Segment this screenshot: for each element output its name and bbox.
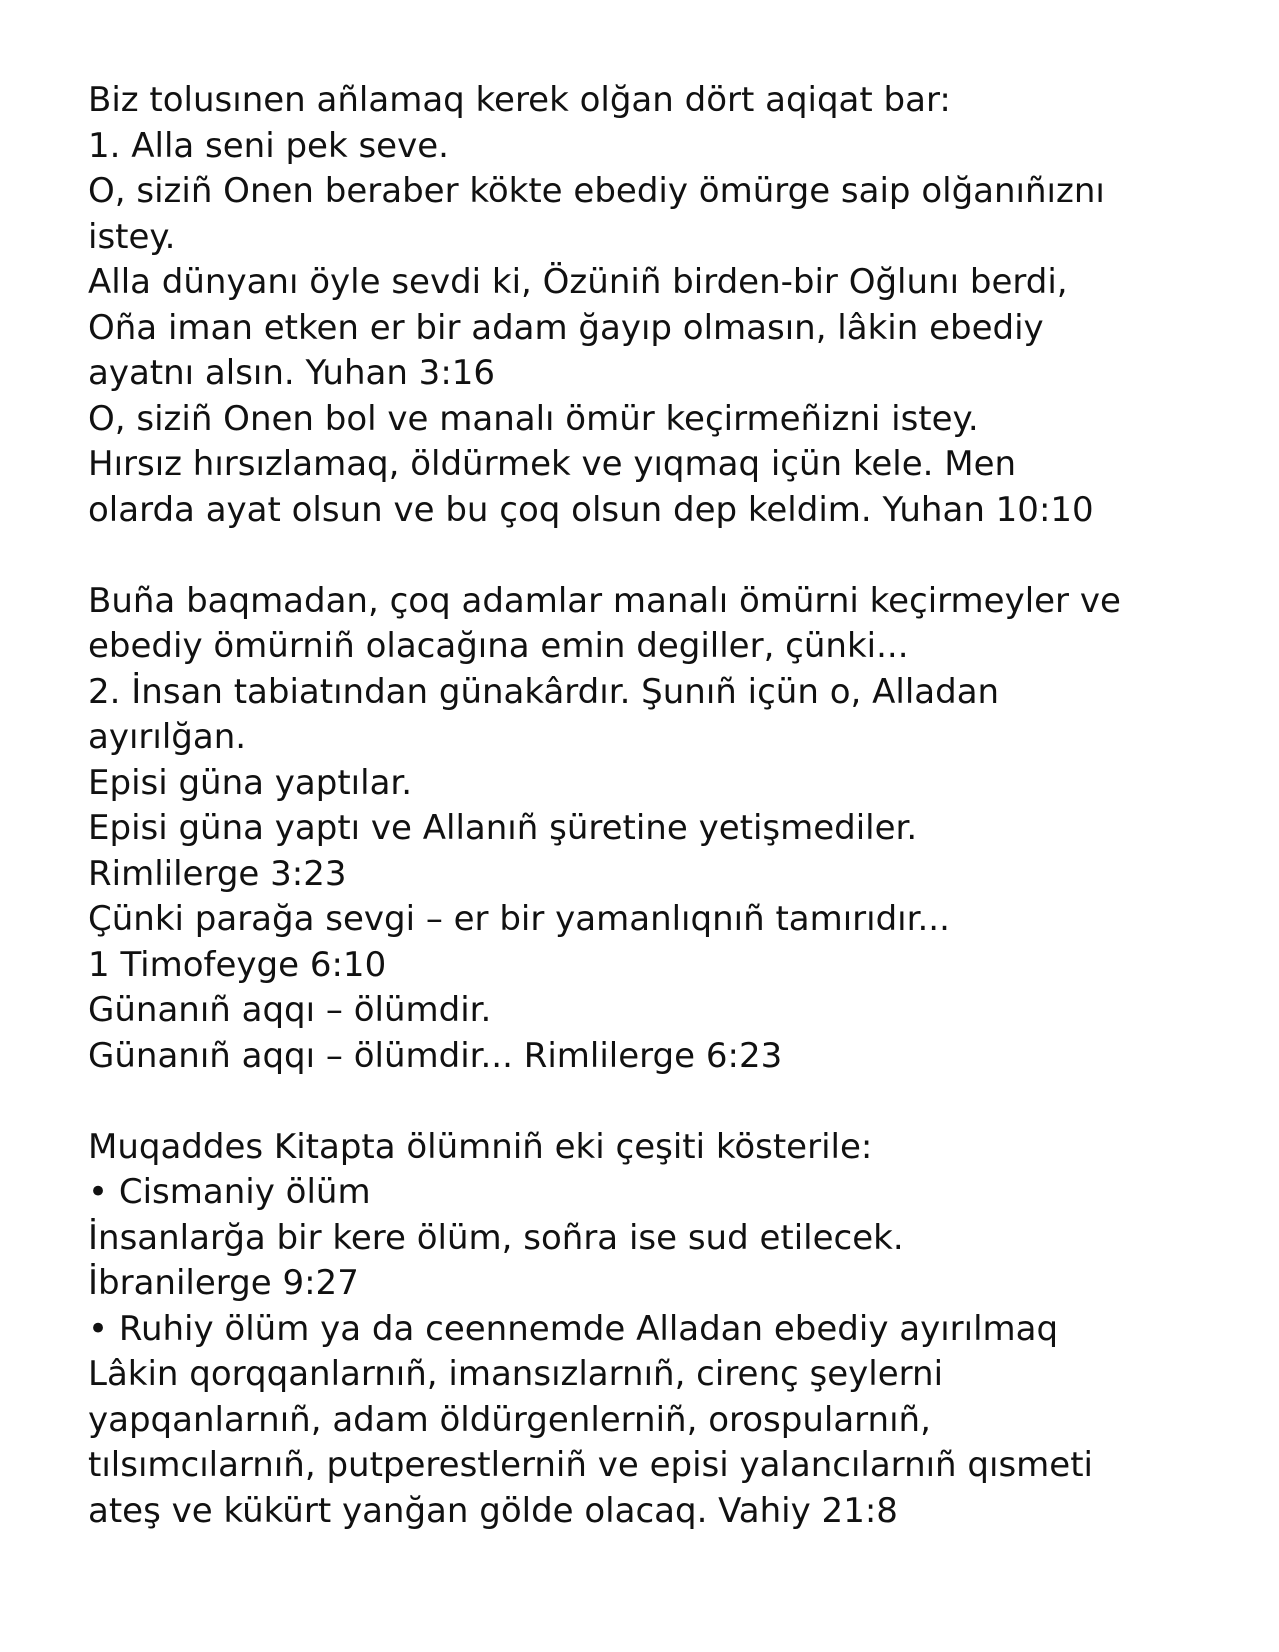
text-line: Episi güna yaptılar. — [88, 762, 413, 803]
text-line: Hırsız hırsızlamaq, öldürmek ve yıqmaq içün kele. Men — [88, 444, 1017, 484]
paragraph-gap — [88, 1079, 1248, 1125]
document-page — [88, 78, 1248, 1534]
text-line: Lâkin qorqqanlarnıñ, imansızlarnıñ, cirenç şeylerni — [88, 1354, 944, 1394]
text-line: ebediy ömürniñ olacağına emin degiller, çünki... — [88, 626, 909, 666]
text-line: ayırılğan. — [88, 717, 247, 757]
text-line: • Ruhiy ölüm ya da ceennemde Alladan ebediy ayırılmaq — [88, 1308, 1059, 1349]
text-line: Günanıñ aqqı – ölümdir... Rimlilerge 6:23 — [88, 1035, 783, 1076]
text-line: Rimlilerge 3:23 — [88, 853, 347, 894]
text-line: O, siziñ Onen bol ve manalı ömür keçirmeñizni istey. — [88, 398, 979, 439]
text-line: Çünki parağa sevgi – er bir yamanlıqnıñ tamırıdır... — [88, 899, 950, 939]
paragraph-1 — [88, 78, 1248, 533]
text-line: ayatnı alsın. Yuhan 3:16 — [88, 353, 496, 393]
text-line: Muqaddes Kitapta ölümniñ eki çeşiti kösterile: — [88, 1126, 873, 1167]
text-line: Biz tolusınen añlamaq kerek olğan dört aqiqat bar: — [88, 80, 951, 120]
text-line: yapqanlarnıñ, adam öldürgenlerniñ, orospularnıñ, — [88, 1399, 931, 1440]
text-line: Episi güna yaptı ve Allanıñ şüretine yetişmediler. — [88, 808, 918, 848]
text-line: Günanıñ aqqı – ölümdir. — [88, 990, 492, 1030]
text-line: olarda ayat olsun ve bu çoq olsun dep keldim. Yuhan 10:10 — [88, 489, 1094, 530]
text-line: 1 Timofeyge 6:10 — [88, 944, 387, 985]
text-line: istey. — [88, 216, 176, 257]
text-line: Alla dünyanı öyle sevdi ki, Özüniñ birden-bir Oğlunı berdi, — [88, 262, 1068, 302]
paragraph-2 — [88, 579, 1248, 1080]
paragraph-gap — [88, 533, 1248, 579]
paragraph-3 — [88, 1125, 1248, 1535]
text-line: O, siziñ Onen beraber kökte ebediy ömürge saip olğanıñıznı — [88, 171, 1105, 211]
text-line: İbranilerge 9:27 — [88, 1263, 359, 1303]
text-line: İnsanlarğa bir kere ölüm, soñra ise sud etilecek. — [88, 1217, 904, 1258]
text-line: 1. Alla seni pek seve. — [88, 125, 449, 166]
text-line: • Cismaniy ölüm — [88, 1172, 371, 1212]
text-line: ateş ve kükürt yanğan gölde olacaq. Vahiy 21:8 — [88, 1490, 898, 1531]
text-line: Buña baqmadan, çoq adamlar manalı ömürni keçirmeyler ve — [88, 580, 1121, 621]
text-line: tılsımcılarnıñ, putperestlerniñ ve episi yalancılarnıñ qısmeti — [88, 1445, 1093, 1485]
text-line: Oña iman etken er bir adam ğayıp olmasın, lâkin ebediy — [88, 307, 1044, 348]
text-line: 2. İnsan tabiatından günakârdır. Şunıñ içün o, Alladan — [88, 671, 1000, 712]
